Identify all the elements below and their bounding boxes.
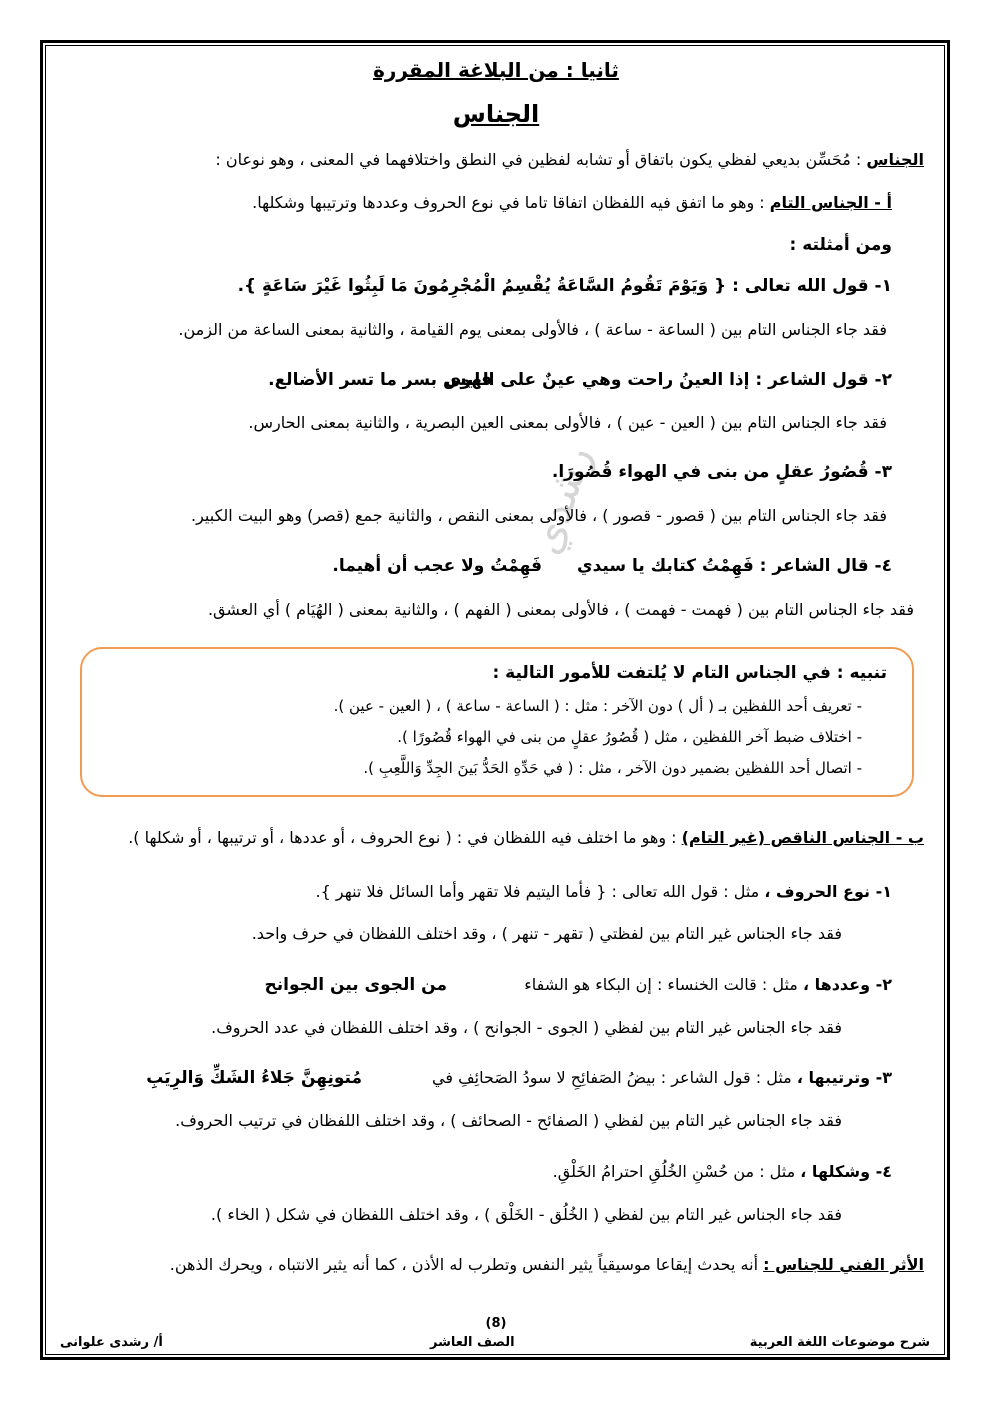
- partial-example-4-type: ٤- وشكلها ،: [800, 1162, 892, 1181]
- partial-example-2-rest: مثل : قالت الخنساء : إن البكاء هو الشفاء: [524, 975, 803, 994]
- partial-example-4-rest: مثل : من حُسْنِ الخُلُقِ احترامُ الخَلْقِ.: [552, 1162, 801, 1181]
- footer-right: شرح موضوعات اللغة العربية: [749, 1335, 930, 1350]
- effect-text: أنه يحدث إيقاعا موسيقياً يثير النفس وتطرب له الأذن ، كما أنه يثير الانتباه ، ويحرك الذهن.: [169, 1255, 764, 1274]
- partial-example-2-type: ٢- وعددها ،: [802, 975, 892, 994]
- partial-definition: [128, 828, 924, 847]
- partial-example-3-rest: مثل : قول الشاعر : بيضُ الصَفائِحِ لا سودُ الصَحائِفِ في: [432, 1068, 797, 1087]
- example-2-explain: فقد جاء الجناس التام بين ( العين - عين ) ، فالأولى بمعنى العين البصرية ، والثانية بمعنى الحارس.: [248, 413, 887, 432]
- complete-heading: أ - الجناس التام: [769, 193, 892, 212]
- partial-example-3-title: [432, 1068, 892, 1087]
- example-4-title: ٤- قال الشاعر : فَهِمْتُ كتابك يا سيدي: [576, 556, 892, 576]
- section-title: ثانيا : من البلاغة المقررة: [373, 58, 619, 82]
- partial-example-3-type: ٣- وترتيبها ،: [796, 1068, 892, 1087]
- example-1-title: ١- قول الله تعالى : { وَيَوْمَ تَقُومُ السَّاعَةُ يُقْسِمُ الْمُجْرِمُونَ مَا لَبِثُوا غَيْرَ سَاعَةٍ }.: [237, 276, 892, 296]
- note-item-1: - تعريف أحد اللفظين بـ ( أل ) دون الآخر : مثل : ( الساعة - ساعة ) ، ( العين - عين ).: [333, 697, 862, 715]
- partial-text: : وهو ما اختلف فيه اللفظان في : ( نوع الحروف ، أو عددها ، أو ترتيبها ، أو شكلها ).: [128, 828, 682, 847]
- partial-example-1-explain: فقد جاء الجناس غير التام بين لفظتي ( تقهر - تنهر ) ، وقد اختلف اللفظان في حرف واحد.: [251, 924, 842, 943]
- effect-term: الأثر الفني للجناس :: [763, 1255, 924, 1274]
- definition-term: الجناس: [866, 150, 924, 169]
- partial-example-4-explain: فقد جاء الجناس غير التام بين لفظي ( الخُلُق - الخَلْق ) ، وقد اختلف اللفظان في شكل ( الخاء ).: [210, 1205, 842, 1224]
- complete-text: : وهو ما اتفق فيه اللفظان اتفاقا تاما في نوع الحروف وعددها وترتيبها وشكلها.: [252, 193, 770, 212]
- partial-example-2-rest-2: من الجوى بين الجوانح: [264, 975, 447, 995]
- note-item-3: - اتصال أحد اللفظين بضمير دون الآخر ، مثل : ( في حَدِّهِ الحَدُّ بَينَ الجِدِّ وَاللَّعِبِ ).: [363, 759, 862, 777]
- example-4-explain: فقد جاء الجناس التام بين ( فهمت - فهمت ) ، فالأولى بمعنى ( الفهم ) ، والثانية بمعنى ( الهُيَام ) أي العشق.: [207, 600, 914, 619]
- examples-label: ومن أمثلته :: [789, 235, 892, 255]
- footer-left: أ/ رشدى علوانى: [60, 1335, 163, 1350]
- partial-example-1-title: [316, 882, 892, 901]
- complete-definition: [252, 193, 892, 212]
- partial-example-2-explain: فقد جاء الجناس غير التام بين لفظي ( الجوى - الجوانح ) ، وقد اختلف اللفظان في عدد الحروف.: [211, 1018, 842, 1037]
- artistic-effect: [170, 1255, 924, 1274]
- definition: [215, 150, 924, 169]
- example-3-explain: فقد جاء الجناس التام بين ( قصور - قصور ) ، فالأولى بمعنى النقص ، والثانية جمع (قصر) وهو البيت الكبير.: [191, 506, 887, 525]
- footer-center: الصف العاشر: [430, 1335, 515, 1350]
- partial-example-3-rest-2: مُتونِهِنَّ جَلاءُ الشَكِّ وَالرِيَبِ: [146, 1068, 362, 1088]
- example-2-title-2: فليس بسر ما تسر الأضالع.: [268, 370, 492, 390]
- example-2-title: ٢- قول الشاعر : إذا العينُ راحت وهي عينٌ على الهوى: [444, 370, 892, 390]
- note-title: تنبيه : في الجناس التام لا يُلتفت للأمور التالية :: [492, 663, 887, 683]
- watermark: رشدي: [520, 439, 601, 561]
- example-3-title: ٣- قُصُورُ عقلٍ من بنى في الهواء قُصُورَا.: [551, 462, 892, 482]
- partial-example-3-explain: فقد جاء الجناس غير التام بين لفظي ( الصفائح - الصحائف ) ، وقد اختلف اللفظان في ترتيب الحروف.: [175, 1111, 842, 1130]
- partial-example-4-title: [553, 1162, 892, 1181]
- page-number: (8): [485, 1316, 507, 1331]
- partial-example-2-title: [524, 975, 892, 994]
- example-4-title-2: فَهِمْتُ ولا عجب أن أهيما.: [332, 556, 542, 576]
- topic-title: الجناس: [452, 100, 540, 128]
- example-1-explain: فقد جاء الجناس التام بين ( الساعة - ساعة ) ، فالأولى بمعنى يوم القيامة ، والثانية بمعنى الساعة من الزمن.: [178, 320, 887, 339]
- partial-heading: ب - الجناس الناقص (غير التام): [681, 828, 924, 847]
- partial-example-1-rest: مثل : قول الله تعالى : { فأما اليتيم فلا تقهر وأما السائل فلا تنهر }.: [315, 882, 765, 901]
- note-item-2: - اختلاف ضبط آخر اللفظين ، مثل ( قُصُورُ عقلٍ من بنى في الهواء قُصُورًا ).: [397, 728, 862, 746]
- partial-example-1-type: ١- نوع الحروف ،: [764, 882, 892, 901]
- definition-text: : مُحَسِّن بديعي لفظي يكون باتفاق أو تشابه لفظين في النطق واختلافهما في المعنى ، وهو نوعان :: [215, 150, 867, 169]
